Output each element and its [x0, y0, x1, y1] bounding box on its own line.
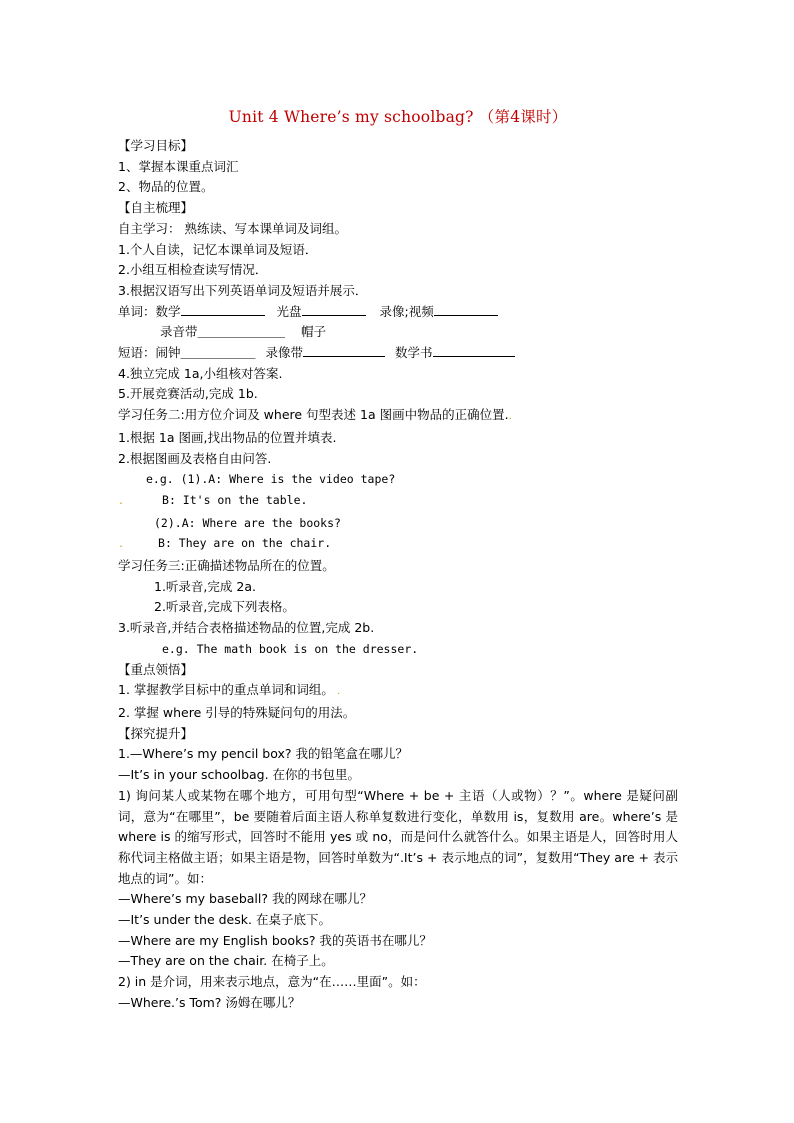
step-item: 2.小组互相检查读写情况．	[118, 262, 268, 278]
words-line-2	[118, 322, 678, 343]
phrases-line	[118, 343, 678, 364]
task-item: 2.听录音,完成下列表格。	[154, 599, 295, 615]
section-heading-explore: 【探究提升】	[118, 725, 194, 741]
example-line: e.g. (1).A: Where is the video tape?	[146, 472, 396, 487]
page-title: Unit 4 Where’s my schoolbag? （第4课时）	[228, 108, 568, 126]
word-prompt: 录像;视频	[379, 303, 434, 319]
task-item: 1.听录音,完成 2a.	[154, 578, 256, 594]
answer-blank[interactable]	[434, 303, 498, 316]
answer-blank[interactable]	[303, 344, 385, 357]
answer-blank[interactable]	[302, 303, 366, 316]
step-item: 3.根据汉语写出下列英语单词及短语并展示．	[118, 282, 368, 298]
task-heading: 学习任务二:用方位介词及 where 句型表述 1a 图画中物品的正确位置..	[118, 407, 512, 423]
section-heading-self-study: 【自主梳理】	[118, 200, 194, 216]
goal-item: 1、掌握本课重点词汇	[118, 158, 239, 174]
step-item: 1.个人自读，记忆本课单词及短语．	[118, 241, 318, 257]
explore-paragraph: 2) in 是介词，用来表示地点，意为“在……里面”。如：	[118, 974, 426, 990]
word-prompt: 光盘	[276, 303, 302, 319]
explore-question: —Where are my English books? 我的英语书在哪儿？	[118, 932, 432, 948]
words-line	[118, 302, 678, 323]
explore-question: —Where.’s Tom? 汤姆在哪儿？	[118, 994, 301, 1010]
explore-answer: —It’s under the desk. 在桌子底下。	[118, 912, 331, 928]
answer-blank[interactable]	[433, 344, 515, 357]
step-item: 4.独立完成 1a,小组核对答案.	[118, 365, 283, 381]
explore-answer: —It’s in your schoolbag. 在你的书包里。	[118, 767, 361, 783]
example-line: e.g. The math book is on the dresser.	[162, 641, 419, 656]
words-label: 单词：数学	[118, 303, 181, 319]
explore-question: —Where’s my baseball? 我的网球在哪儿？	[118, 891, 372, 907]
phrases-label: 短语：闹钟	[118, 345, 181, 361]
answer-blank[interactable]: ＿＿＿＿＿＿	[180, 345, 256, 361]
task-item: 1.根据 1a 图画,找出物品的位置并填表.	[118, 429, 337, 445]
example-line: (2).A: Where are the books?	[154, 515, 341, 530]
explore-paragraph: 1) 询问某人或某物在哪个地方，可用句型“Where + be + 主语（人或物）？”。where 是疑问副词，意为“在哪里”，be 要随着后面主语人称单复数进行变化，单数用 is，复数用 are。where’s 是 where is 的缩写形式，回答时不能用 yes 或 no，而是问什么就答什么。如果主语是人，回答时用人称代词主格做主语；如果主语是物，回答时单数为“.It’s + 表示地点的词”，复数用“They are + 表示地点的词”。如：	[118, 787, 678, 886]
phrase-prompt: 录像带	[265, 345, 304, 361]
answer-blank[interactable]: ＿＿＿＿＿＿＿	[197, 324, 286, 340]
word-prompt: 帽子	[301, 324, 327, 340]
example-line: . B: They are on the chair.	[118, 536, 332, 551]
worksheet-page	[118, 106, 678, 1014]
explore-question: 1.—Where’s my pencil box? 我的铅笔盒在哪儿？	[118, 746, 409, 762]
word-prompt: 录音带	[160, 324, 198, 340]
section-heading-goals: 【学习目标】	[118, 138, 194, 153]
key-point-item: 2. 掌握 where 引导的特殊疑问句的用法。	[118, 704, 356, 720]
example-line: . B: It's on the table.	[118, 492, 308, 507]
phrase-prompt: 数学书	[395, 345, 433, 361]
goal-item: 2、物品的位置。	[118, 179, 214, 195]
task-item: 2.根据图画及表格自由问答.	[118, 450, 272, 466]
task-heading: 学习任务三:正确描述物品所在的位置。	[118, 558, 335, 574]
answer-blank[interactable]	[181, 303, 265, 316]
key-point-item: 1. 掌握教学目标中的重点单词和词组。 .	[118, 682, 341, 698]
task-item: 3.听录音,并结合表格描述物品的位置,完成 2b.	[118, 620, 375, 636]
step-item: 5.开展竞赛活动,完成 1b.	[118, 386, 258, 402]
explore-answer: —They are on the chair. 在椅子上。	[118, 953, 334, 969]
section-heading-key-points: 【重点领悟】	[118, 661, 194, 677]
self-study-intro: 自主学习： 熟练读、写本课单词及词组。	[118, 220, 347, 236]
